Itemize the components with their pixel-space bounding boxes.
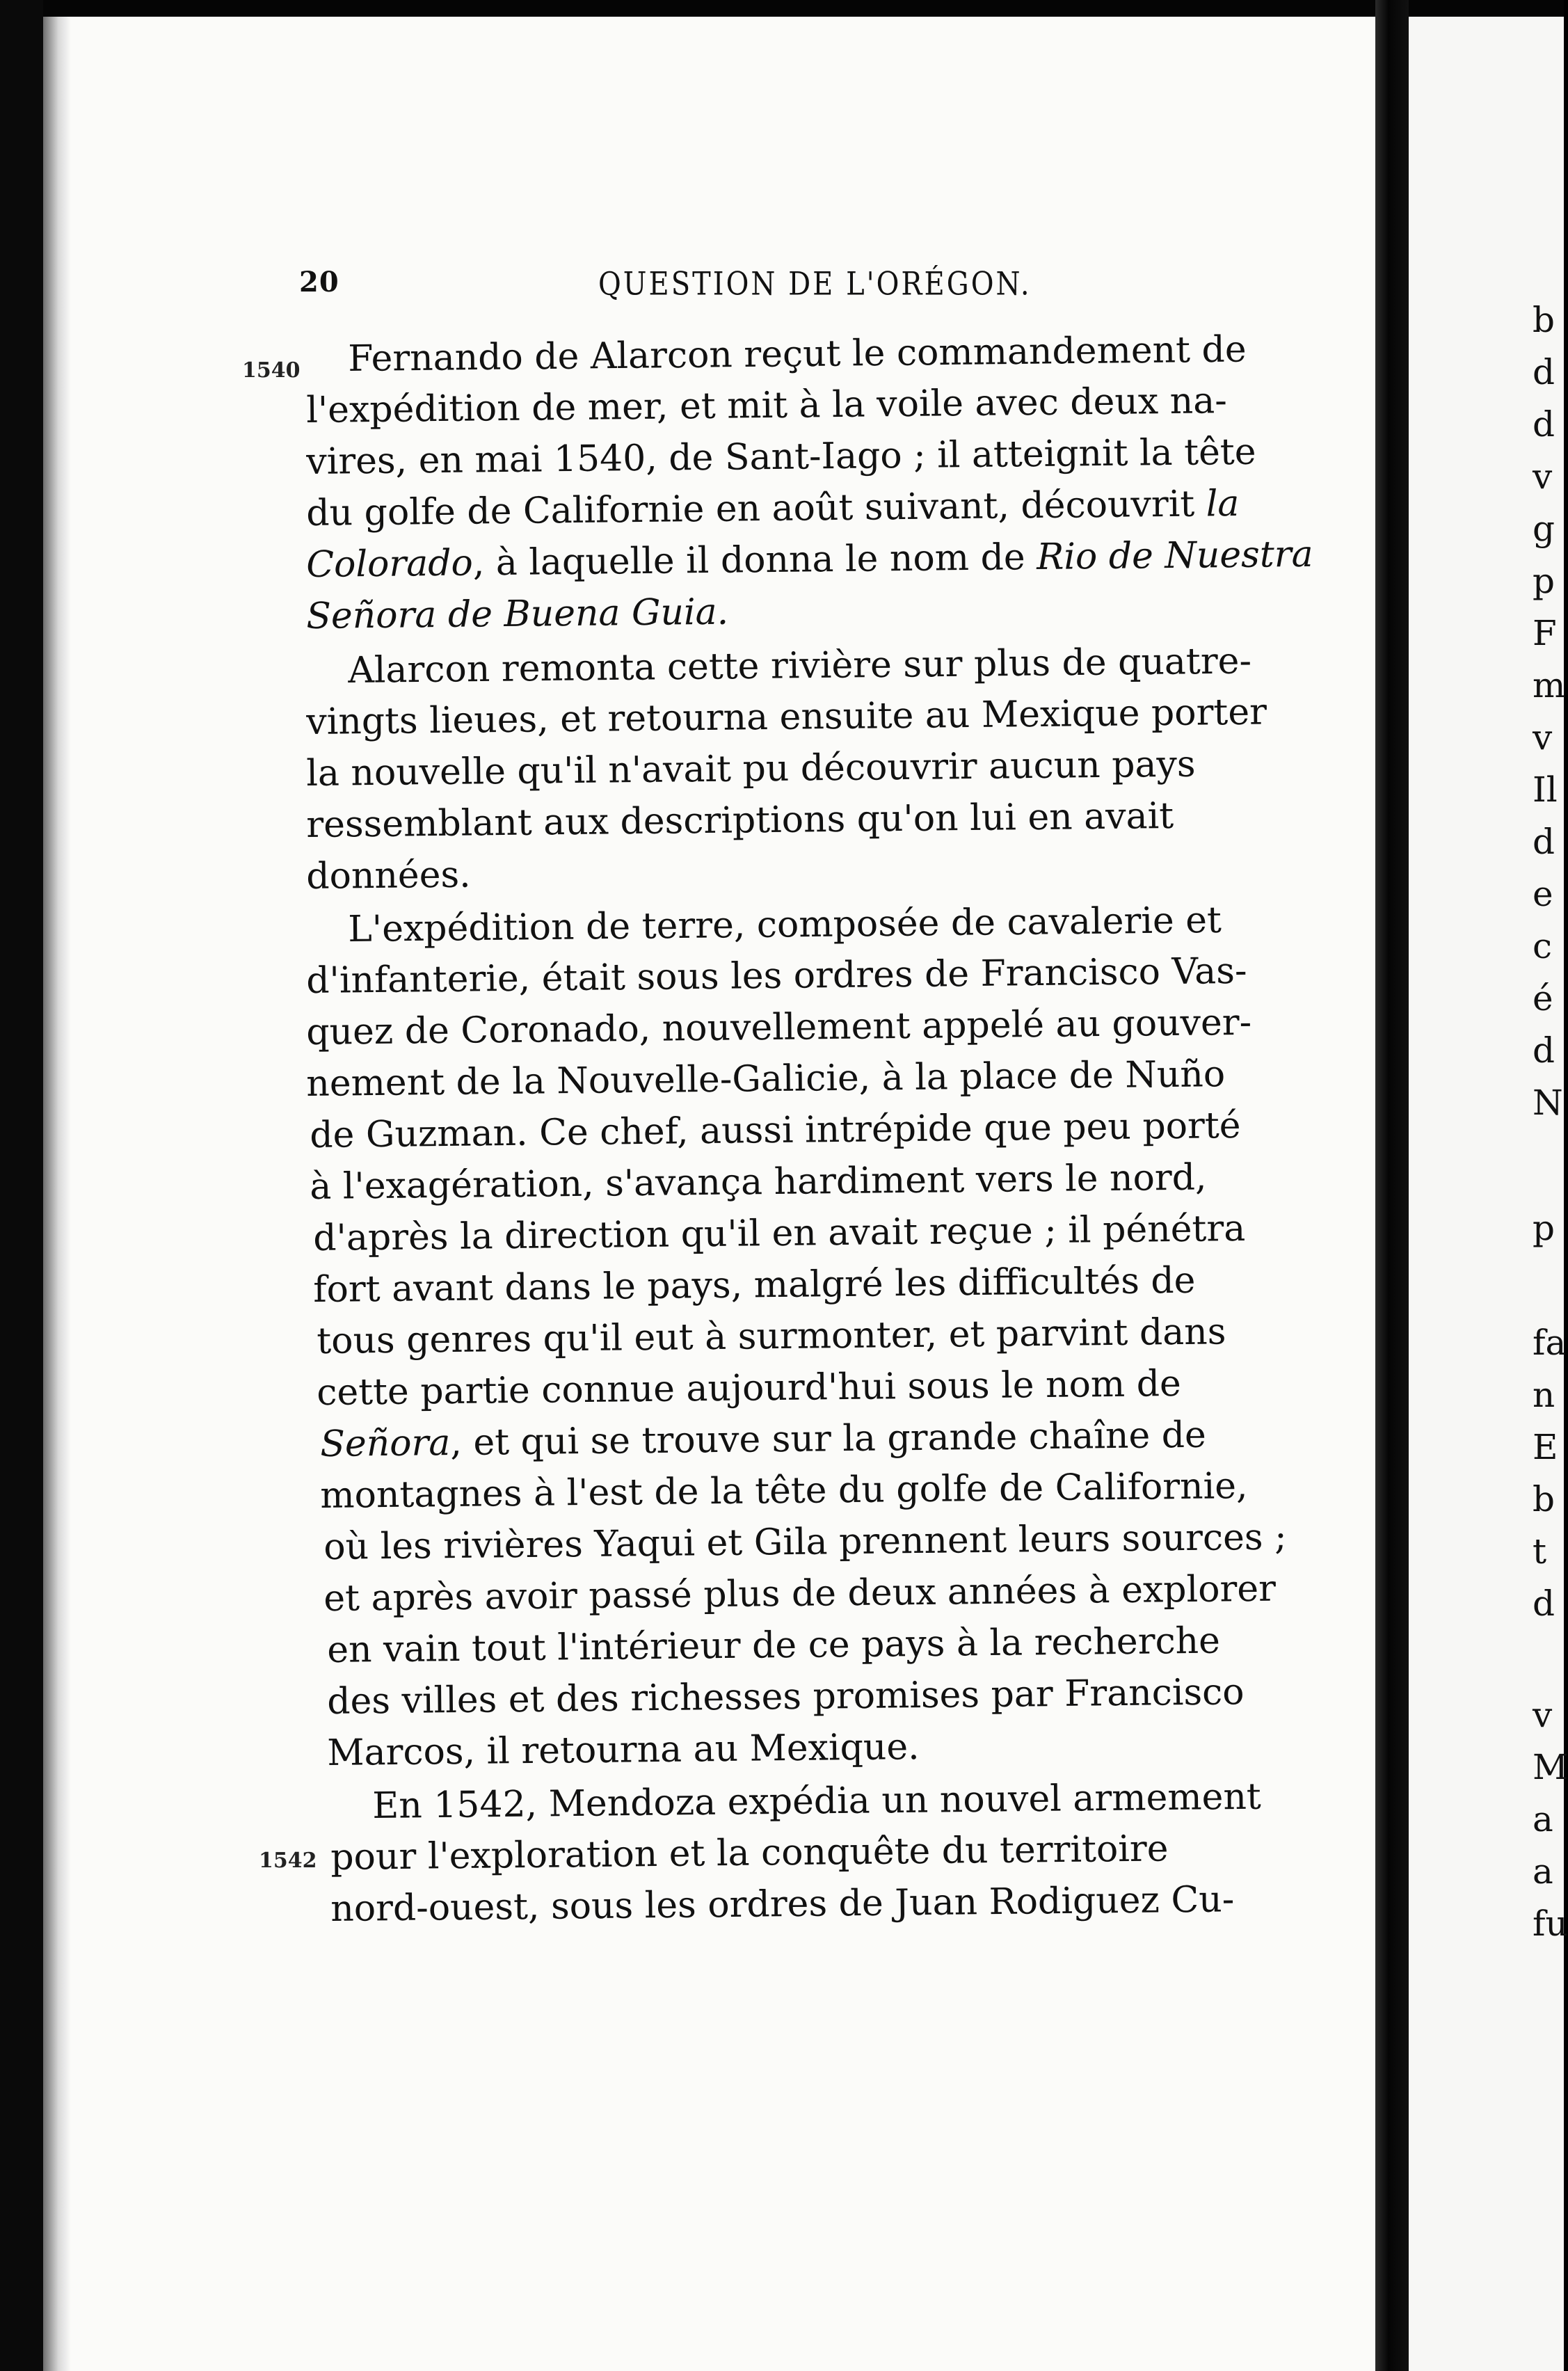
- italic-text: Rio de Nuestra: [1036, 533, 1313, 579]
- right-page-fragment: v: [1533, 456, 1553, 497]
- page-number: 20: [299, 266, 339, 298]
- text-line: vingts lieues, et retourna ensuite au Mexique porter: [306, 691, 1267, 743]
- right-page-fragment: a: [1533, 1799, 1553, 1839]
- right-page-fragment: g: [1533, 509, 1555, 549]
- text-line: tous genres qu'il eut à surmonter, et parvint dans: [317, 1311, 1226, 1362]
- right-page-fragment: é: [1533, 978, 1553, 1019]
- right-page-fragment: e: [1533, 874, 1553, 914]
- text-line: montagnes à l'est de la tête du golfe de Californie,: [320, 1465, 1248, 1517]
- right-page-fragment: a: [1533, 1851, 1553, 1892]
- text-line: En 1542, Mendoza expédia un nouvel armement: [372, 1775, 1262, 1827]
- right-page-fragment: Il: [1533, 769, 1558, 810]
- text-line: L'expédition de terre, composée de cavalerie et: [348, 899, 1222, 950]
- right-page-fragment: d: [1533, 822, 1555, 862]
- italic-text: Colorado: [306, 542, 474, 586]
- scan-left-border: [0, 0, 43, 2371]
- text-line: nement de la Nouvelle-Galicie, à la place de Nuño: [306, 1053, 1226, 1105]
- right-page-fragment: fu: [1533, 1903, 1568, 1944]
- book-gutter: [1375, 0, 1409, 2371]
- text-line: cette partie connue aujourd'hui sous le nom de: [317, 1362, 1182, 1414]
- text-line: la nouvelle qu'il n'avait pu découvrir aucun pays: [306, 743, 1196, 795]
- page-edge-shadow: [43, 17, 71, 2371]
- running-title: QUESTION DE L'ORÉGON.: [598, 266, 1032, 303]
- right-page-fragment: b: [1533, 300, 1555, 340]
- text-line: [306, 591, 728, 637]
- text-line: vires, en mai 1540, de Sant-Iago ; il atteignit la tête: [306, 431, 1256, 483]
- margin-year-1542: 1542: [259, 1849, 317, 1873]
- text-line: où les rivières Yaqui et Gila prennent leurs sources ;: [323, 1516, 1287, 1568]
- text-line: et après avoir passé plus de deux années à explorer: [323, 1567, 1277, 1620]
- right-page-fragment: d: [1533, 1583, 1555, 1624]
- text-line: l'expédition de mer, et mit à la voile avec deux na-: [306, 380, 1228, 431]
- text-line: des villes et des richesses promises par Francisco: [327, 1671, 1245, 1723]
- text-line: Alarcon remonta cette rivière sur plus de quatre-: [348, 640, 1252, 692]
- text-line: pour l'exploration et la conquête du territoire: [330, 1828, 1169, 1878]
- text-segment: du golfe de Californie en août suivant, découvrit: [306, 483, 1207, 534]
- right-page-fragment: fa: [1533, 1323, 1567, 1363]
- italic-text: la: [1206, 482, 1240, 525]
- text-line: fort avant dans le pays, malgré les difficultés de: [313, 1259, 1196, 1311]
- right-page-fragment: t: [1533, 1531, 1547, 1572]
- text-line: ressemblant aux descriptions qu'on lui en avait: [306, 795, 1174, 846]
- page-header: [299, 266, 1329, 308]
- right-page-fragment: M: [1533, 1747, 1568, 1787]
- text-line: d'après la direction qu'il en avait reçue ; il pénétra: [313, 1207, 1246, 1259]
- text-segment: , et qui se trouve sur la grande chaîne de: [450, 1414, 1207, 1464]
- right-page-fragment: E: [1533, 1427, 1558, 1467]
- text-line: Fernando de Alarcon reçut le commandement de: [348, 328, 1247, 380]
- text-line: quez de Coronado, nouvellement appelé au gouver-: [306, 1001, 1252, 1053]
- text-line: à l'exagération, s'avança hardiment vers le nord,: [310, 1156, 1207, 1208]
- right-page-fragment: b: [1533, 1479, 1555, 1519]
- margin-year-1540: 1540: [242, 358, 301, 383]
- right-page-fragment: N: [1533, 1083, 1563, 1123]
- right-page-fragment: v: [1533, 717, 1553, 758]
- text-line: d'infanterie, était sous les ordres de Francisco Vas-: [306, 950, 1247, 1002]
- right-page-fragment: v: [1533, 1695, 1553, 1735]
- text-line: de Guzman. Ce chef, aussi intrépide que peu porté: [310, 1104, 1241, 1156]
- right-page-fragment: F: [1533, 613, 1557, 653]
- right-page-fragment: d: [1533, 404, 1555, 445]
- right-page-fragment: p: [1533, 561, 1555, 601]
- text-line: données.: [306, 854, 471, 897]
- right-page-fragment: p: [1533, 1208, 1555, 1248]
- right-page-fragment: d: [1533, 1030, 1555, 1071]
- text-segment: , à laquelle il donna le nom de: [472, 536, 1037, 584]
- text-line: Marcos, il retourna au Mexique.: [327, 1726, 920, 1774]
- right-page-fragment: n: [1533, 1375, 1555, 1415]
- text-line: en vain tout l'intérieur de ce pays à la recherche: [327, 1620, 1221, 1671]
- italic-text: Señora: [320, 1422, 451, 1465]
- italic-text: Señora de Buena Guia.: [306, 591, 729, 637]
- right-page-fragment: c: [1533, 926, 1553, 966]
- right-page-fragment: m: [1533, 665, 1566, 705]
- text-line: nord-ouest, sous les ordres de Juan Rodiguez Cu-: [330, 1878, 1235, 1930]
- right-page-fragment: d: [1533, 352, 1555, 392]
